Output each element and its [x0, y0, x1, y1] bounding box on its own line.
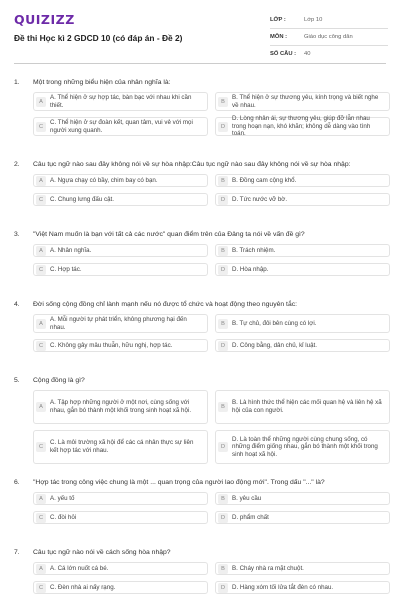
option-letter-badge: B	[218, 176, 228, 186]
option-text: C. đòi hỏi	[50, 513, 77, 521]
meta-value: Lớp 10	[304, 17, 323, 23]
option-text: A. Cá lớn nuốt cá bé.	[50, 564, 109, 572]
answer-option-b[interactable]	[215, 562, 390, 575]
option-text: A. yếu tố	[50, 494, 75, 502]
option-letter-badge: A	[36, 176, 46, 186]
option-text: C. Hợp tác.	[50, 265, 82, 273]
question-text: Đời sống cộng đồng chỉ lành mạnh nếu nó được tổ chức và hoạt động theo nguyên tắc:	[33, 301, 298, 308]
answer-option-b[interactable]	[215, 314, 390, 333]
option-text: C. Không gây mâu thuẫn, hữu nghị, hợp tác.	[50, 341, 173, 349]
answer-option-a[interactable]	[33, 390, 208, 424]
option-text: D. Là toàn thể những người cùng chung sống, có những điểm giống nhau, gắn bó thành một khối trong sinh hoạt xã hội.	[232, 435, 378, 458]
option-letter-badge: A	[36, 319, 46, 329]
question-number: 5.	[14, 377, 20, 384]
option-letter-badge: D	[218, 583, 228, 593]
option-text: B. Là hình thức thể hiện các mối quan hệ và liên hệ xã hội của con người.	[232, 399, 382, 414]
option-text: B. yêu cầu	[232, 494, 262, 502]
meta-row-count	[270, 46, 388, 62]
answer-option-c[interactable]	[33, 511, 208, 524]
question-header	[14, 478, 390, 487]
answer-option-d[interactable]	[215, 581, 390, 594]
question-number: 7.	[14, 549, 20, 556]
option-text: A. Thể hiện ở sự hợp tác, bàn bạc với nhau khi cần thiết.	[50, 93, 192, 109]
option-text: D. Hòa nhập.	[232, 265, 269, 273]
option-text: B. Đồng cam cộng khổ.	[232, 176, 297, 184]
option-letter-badge: C	[36, 583, 46, 593]
option-letter-badge: D	[218, 265, 228, 275]
option-letter-badge: B	[218, 97, 228, 107]
option-letter-badge: C	[36, 341, 46, 351]
meta-label: LỚP :	[270, 17, 286, 23]
question-header	[14, 78, 390, 87]
option-letter-badge: B	[218, 402, 228, 412]
question-header	[14, 300, 390, 309]
answer-option-a[interactable]	[33, 492, 208, 505]
option-letter-badge: D	[218, 513, 228, 523]
answer-option-d[interactable]	[215, 430, 390, 464]
option-text: A. Tập hợp những người ở một nơi, cùng sống với nhau, gắn bó thành một khối trong sinh hoạt xã hội.	[50, 399, 192, 414]
option-letter-badge: A	[36, 564, 46, 574]
answer-option-b[interactable]	[215, 174, 390, 187]
option-letter-badge: B	[218, 246, 228, 256]
option-letter-badge: C	[36, 195, 46, 205]
option-text: B. Trách nhiệm.	[232, 246, 276, 254]
answer-option-a[interactable]	[33, 244, 208, 257]
option-letter-badge: A	[36, 494, 46, 504]
answer-option-c[interactable]	[33, 581, 208, 594]
option-letter-badge: A	[36, 246, 46, 256]
meta-row-class	[270, 12, 388, 29]
option-text: A. Ngựa chạy có bầy, chim bay có bạn.	[50, 176, 158, 184]
option-text: C. Chung lưng đấu cật.	[50, 195, 114, 203]
question-text: Một trong những biểu hiện của nhân nghĩa là:	[33, 79, 171, 86]
question-text: "Việt Nam muốn là bạn với tất cả các nước" quan điểm trên của Đảng ta nói về vấn đề gì?	[33, 231, 305, 238]
answer-option-c[interactable]	[33, 263, 208, 276]
option-letter-badge: B	[218, 494, 228, 504]
option-text: A. Mỗi người tự phát triển, không phương hại đến nhau.	[50, 315, 187, 331]
answer-option-c[interactable]	[33, 193, 208, 206]
option-text: D. Lòng nhân ái, sự thương yêu, giúp đỡ lẫn nhau trong hoạn nạn, khó khăn; không dễ dàng vào tình toán.	[232, 115, 371, 138]
option-text: B. Cháy nhà ra mặt chuột.	[232, 564, 304, 572]
question-6	[14, 478, 390, 521]
question-header	[14, 548, 390, 557]
question-text: Câu tục ngữ nào sau đây không nói về sự hòa nhập:Câu tục ngữ nào sau đây không nói về sự hòa nhập:	[33, 161, 351, 168]
answer-option-c[interactable]	[33, 339, 208, 352]
answer-option-a[interactable]	[33, 174, 208, 187]
answer-option-d[interactable]	[215, 263, 390, 276]
question-1	[14, 78, 390, 138]
question-header	[14, 160, 390, 169]
answer-option-d[interactable]	[215, 511, 390, 524]
option-letter-badge: B	[218, 564, 228, 574]
question-number: 2.	[14, 161, 20, 168]
option-text: D. phẩm chất	[232, 513, 269, 521]
option-text: D. Hàng xóm tối lửa tắt đèn có nhau.	[232, 583, 334, 591]
option-text: B. Tự chủ, đôi bên cùng có lợi.	[232, 319, 317, 327]
question-number: 3.	[14, 231, 20, 238]
meta-label: SỐ CÂU :	[270, 51, 297, 57]
meta-label: MÔN :	[270, 34, 288, 40]
question-4	[14, 300, 390, 349]
meta-row-subject	[270, 29, 388, 46]
answer-option-d[interactable]	[215, 193, 390, 206]
question-number: 1.	[14, 79, 20, 86]
option-text: D. Công bằng, dân chủ, kỉ luật.	[232, 341, 317, 349]
option-letter-badge: A	[36, 97, 46, 107]
answer-option-a[interactable]	[33, 562, 208, 575]
option-letter-badge: C	[36, 265, 46, 275]
answer-option-b[interactable]	[215, 92, 390, 111]
question-2	[14, 160, 390, 203]
meta-table	[270, 12, 388, 62]
answer-option-c[interactable]	[33, 430, 208, 464]
option-text: C. Đèn nhà ai nấy rạng.	[50, 583, 116, 591]
answer-option-a[interactable]	[33, 92, 208, 111]
question-text: Cộng đồng là gì?	[33, 377, 85, 384]
option-text: C. Thể hiện ở sự đoàn kết, quan tâm, vui vẻ với mọi người xung quanh.	[50, 118, 193, 134]
option-letter-badge: D	[218, 122, 228, 132]
answer-option-d[interactable]	[215, 339, 390, 352]
option-letter-badge: B	[218, 319, 228, 329]
option-text: A. Nhân nghĩa.	[50, 246, 92, 254]
meta-value: Giáo dục công dân	[304, 34, 353, 40]
answer-option-b[interactable]	[215, 390, 390, 424]
header-divider	[14, 63, 386, 64]
answer-option-c[interactable]	[33, 117, 208, 136]
quizizz-logo: QUIZIZZ	[14, 12, 75, 27]
option-letter-badge: C	[36, 442, 46, 452]
answer-option-a[interactable]	[33, 314, 208, 333]
question-3	[14, 230, 390, 273]
meta-value: 40	[304, 51, 311, 57]
answer-option-b[interactable]	[215, 492, 390, 505]
option-letter-badge: D	[218, 195, 228, 205]
option-text: C. Là môi trường xã hội để các cá nhân thực sự liên kết hợp tác với nhau.	[50, 439, 194, 454]
answer-option-b[interactable]	[215, 244, 390, 257]
question-text: "Hợp tác trong công việc chung là một ... quan trọng của người lao động mới". Trong dấu "..." là?	[33, 479, 325, 486]
question-header	[14, 376, 390, 385]
option-letter-badge: C	[36, 513, 46, 523]
option-text: B. Thể hiện ở sự thương yêu, kính trọng và biết nghe về nhau.	[232, 93, 379, 109]
option-letter-badge: D	[218, 341, 228, 351]
question-text: Câu tục ngữ nào nói về cách sống hòa nhập?	[33, 549, 171, 556]
question-header	[14, 230, 390, 239]
question-5	[14, 376, 390, 458]
question-number: 4.	[14, 301, 20, 308]
question-number: 6.	[14, 479, 20, 486]
question-7	[14, 548, 390, 591]
option-letter-badge: A	[36, 402, 46, 412]
answer-option-d[interactable]	[215, 117, 390, 136]
page-title: Đề thi Học kì 2 GDCD 10 (có đáp án - Đề 2)	[14, 33, 183, 43]
option-letter-badge: D	[218, 442, 228, 452]
option-text: D. Tức nước vỡ bờ.	[232, 195, 288, 203]
option-letter-badge: C	[36, 122, 46, 132]
